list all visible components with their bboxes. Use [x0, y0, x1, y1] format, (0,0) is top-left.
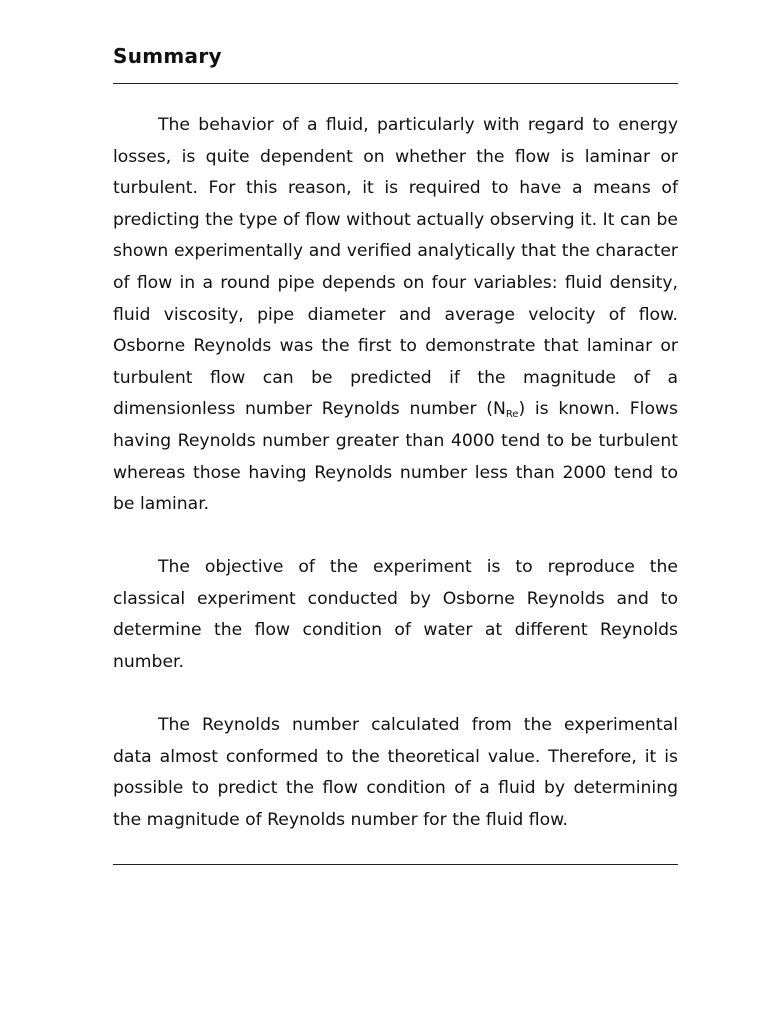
summary-paragraph-1	[113, 110, 678, 521]
reynolds-symbol-base: N	[492, 399, 506, 420]
paragraph-1-text-start: The behavior of a fluid, particularly with regard to energy losses, is quite dependent on whether the flow is laminar or turbulent. For this reason, it is required to have a means of predicting the type of flow without actually observing it. It can be shown experimentally and verified analytically that the character of flow in a round pipe depends on four variables: fluid density, fluid viscosity, pipe diameter and average velocity of flow. Osborne Reynolds was the first to demonstrate that laminar or turbulent flow can be predicted if the magnitude of a dimensionless number Reynolds number (	[113, 115, 678, 420]
paragraph-1-text-end: ) is known. Flows having Reynolds number greater than 4000 tend to be turbulent whereas those having Reynolds number less than 2000 tend to be laminar.	[113, 399, 678, 515]
reynolds-symbol-subscript: Re	[505, 409, 519, 421]
top-divider	[113, 83, 678, 84]
summary-paragraph-2: The objective of the experiment is to reproduce the classical experiment conducted by Osborne Reynolds and to determine the flow condition of water at different Reynolds number.	[113, 557, 678, 672]
section-title: Summary	[113, 44, 222, 68]
summary-paragraph-3: The Reynolds number calculated from the experimental data almost conformed to the theoretical value. Therefore, it is possible to predict the flow condition of a fluid by determining the magnitude of Reynolds number for the fluid flow.	[113, 715, 678, 830]
reynolds-symbol	[493, 399, 519, 419]
bottom-divider	[113, 864, 678, 865]
